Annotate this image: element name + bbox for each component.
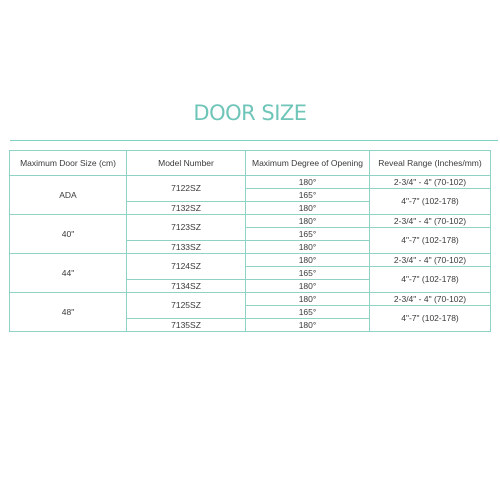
- reveal-range-cell: 4"-7" (102-178): [370, 228, 491, 254]
- door-size-cell: 44": [10, 254, 127, 293]
- table-row: [10, 254, 491, 267]
- model-number-cell: 7135SZ: [127, 319, 246, 332]
- header-degree-opening: Maximum Degree of Opening: [246, 151, 370, 176]
- reveal-range-cell: 4"-7" (102-178): [370, 189, 491, 215]
- reveal-range-cell: 2-3/4" - 4" (70-102): [370, 254, 491, 267]
- degree-cell: 165°: [246, 228, 370, 241]
- header-model-number: Model Number: [127, 151, 246, 176]
- table-row: [10, 215, 491, 228]
- door-size-table: [9, 150, 491, 332]
- model-number-cell: 7133SZ: [127, 241, 246, 254]
- degree-cell: 165°: [246, 267, 370, 280]
- door-size-cell: 40": [10, 215, 127, 254]
- degree-cell: 180°: [246, 319, 370, 332]
- degree-cell: 180°: [246, 241, 370, 254]
- degree-cell: 165°: [246, 306, 370, 319]
- reveal-range-cell: 4"-7" (102-178): [370, 306, 491, 332]
- table-row: [10, 293, 491, 306]
- reveal-range-cell: 4"-7" (102-178): [370, 267, 491, 293]
- degree-cell: 180°: [246, 280, 370, 293]
- model-number-cell: 7132SZ: [127, 202, 246, 215]
- degree-cell: 180°: [246, 202, 370, 215]
- title-divider: [10, 140, 498, 141]
- degree-cell: 180°: [246, 176, 370, 189]
- table-row: [10, 176, 491, 189]
- page-title: DOOR SIZE: [193, 101, 307, 125]
- degree-cell: 165°: [246, 189, 370, 202]
- reveal-range-cell: 2-3/4" - 4" (70-102): [370, 215, 491, 228]
- degree-cell: 180°: [246, 254, 370, 267]
- model-number-cell: 7123SZ: [127, 215, 246, 241]
- table-header-row: [10, 151, 491, 176]
- model-number-cell: 7125SZ: [127, 293, 246, 319]
- model-number-cell: 7134SZ: [127, 280, 246, 293]
- header-door-size: Maximum Door Size (cm): [10, 151, 127, 176]
- degree-cell: 180°: [246, 215, 370, 228]
- door-size-cell: 48": [10, 293, 127, 332]
- model-number-cell: 7124SZ: [127, 254, 246, 280]
- door-size-cell: ADA: [10, 176, 127, 215]
- reveal-range-cell: 2-3/4" - 4" (70-102): [370, 293, 491, 306]
- header-reveal-range: Reveal Range (Inches/mm): [370, 151, 491, 176]
- degree-cell: 180°: [246, 293, 370, 306]
- reveal-range-cell: 2-3/4" - 4" (70-102): [370, 176, 491, 189]
- model-number-cell: 7122SZ: [127, 176, 246, 202]
